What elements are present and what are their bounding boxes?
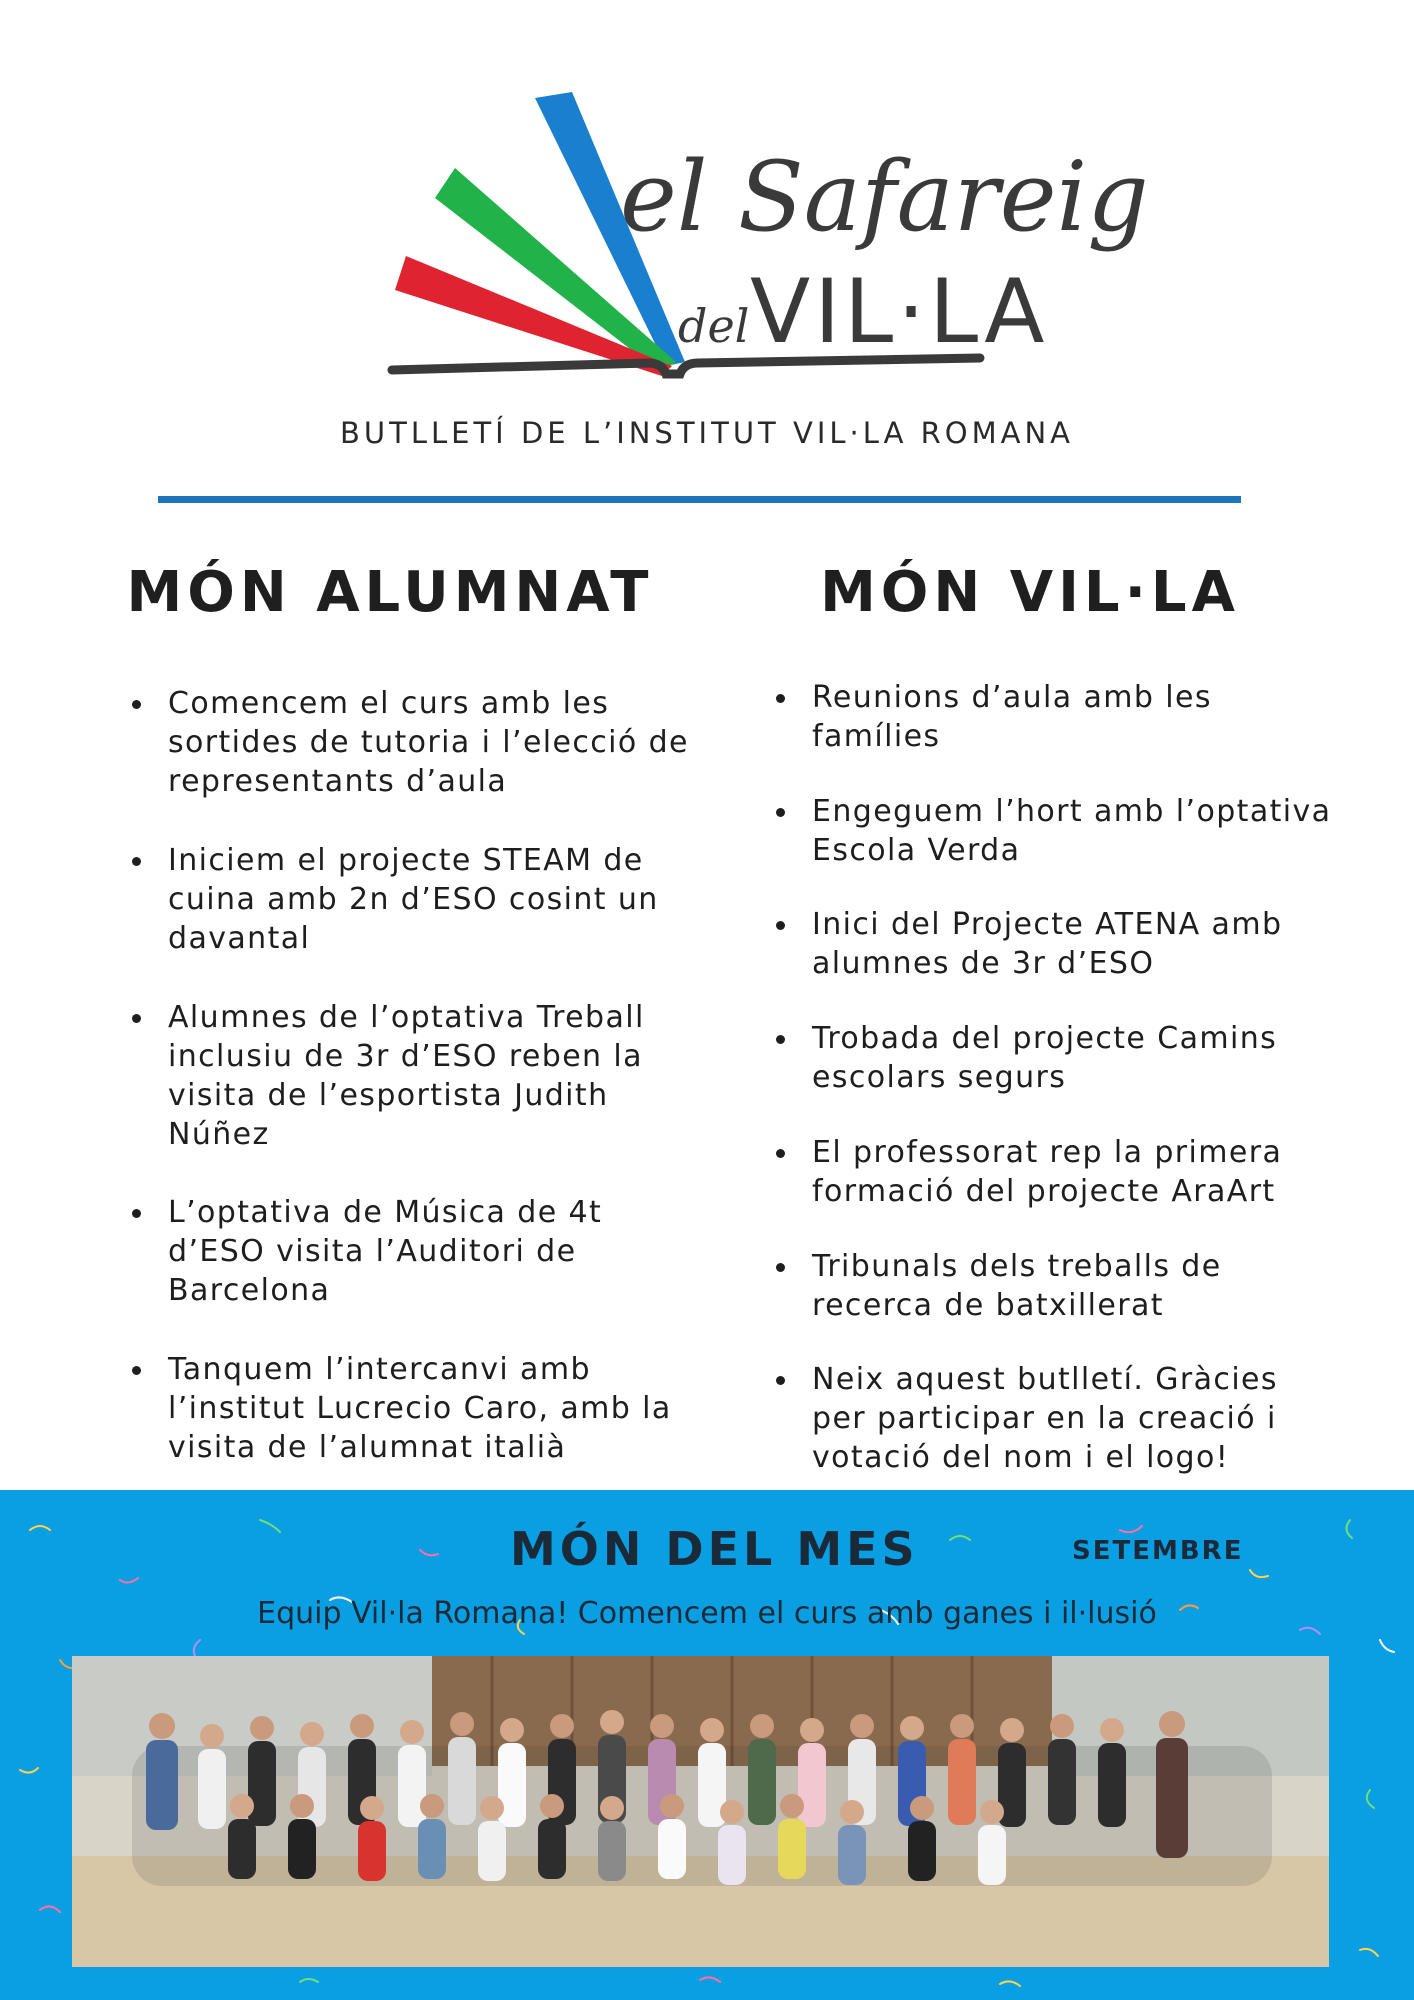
- bullet-icon: [776, 1035, 785, 1044]
- bullet-icon: [776, 694, 785, 703]
- month-caption: Equip Vil·la Romana! Comencem el curs amb ganes i il·lusió: [257, 1596, 1157, 1631]
- bullet-icon: [776, 921, 785, 930]
- list-item: L’optativa de Música de 4t d’ESO visita l’Auditori de Barcelona: [130, 1193, 698, 1310]
- bullet-icon: [132, 700, 141, 709]
- list-item: Tribunals dels treballs de recerca de batxillerat: [774, 1247, 1342, 1325]
- list-item: Neix aquest butlletí. Gràcies per participar en la creació i votació del nom i el logo!: [774, 1360, 1342, 1477]
- bullet-icon: [132, 1209, 141, 1218]
- header-divider: [158, 496, 1241, 503]
- logo-title-line2: VIL·LA: [750, 260, 1049, 363]
- logo-title-small: del: [678, 299, 750, 353]
- list-item: Trobada del projecte Camins escolars segurs: [774, 1019, 1342, 1097]
- list-item: Reunions d’aula amb les famílies: [774, 678, 1342, 756]
- newsletter-subtitle: BUTLLETÍ DE L’INSTITUT VIL·LA ROMANA: [339, 416, 1074, 450]
- bullet-icon: [132, 857, 141, 866]
- bullet-icon: [776, 1376, 785, 1385]
- bullet-icon: [776, 808, 785, 817]
- section-title-villa: MÓN VIL·LA: [820, 560, 1240, 625]
- section-title-alumnat: MÓN ALUMNAT: [126, 560, 654, 625]
- logo-title-line1: el Safareig: [620, 141, 1149, 253]
- list-item: Comencem el curs amb les sortides de tutoria i l’elecció de representants d’aula: [130, 684, 698, 801]
- list-item: Alumnes de l’optativa Treball inclusiu de 3r d’ESO reben la visita de l’esportista Judith Núñez: [130, 998, 698, 1154]
- logo-graphic: [380, 80, 1149, 400]
- list-item: Inici del Projecte ATENA amb alumnes de 3r d’ESO: [774, 905, 1342, 983]
- list-item: Iniciem el projecte STEAM de cuina amb 2n d’ESO cosint un davantal: [130, 841, 698, 958]
- month-label: SETEMBRE: [1072, 1536, 1244, 1566]
- bullet-icon: [132, 1366, 141, 1375]
- bullet-icon: [776, 1263, 785, 1272]
- newsletter-logo: [380, 80, 1149, 400]
- list-item: Engeguem l’hort amb l’optativa Escola Verda: [774, 792, 1342, 870]
- month-section-title: MÓN DEL MES: [510, 1522, 919, 1576]
- bullet-icon: [776, 1149, 785, 1158]
- list-item: Tanquem l’intercanvi amb l’institut Lucrecio Caro, amb la visita de l’alumnat italià: [130, 1350, 698, 1467]
- list-item: El professorat rep la primera formació del projecte AraArt: [774, 1133, 1342, 1211]
- bullet-icon: [132, 1014, 141, 1023]
- group-photo: [72, 1656, 1329, 1967]
- group-photo-illustration: [72, 1656, 1329, 1967]
